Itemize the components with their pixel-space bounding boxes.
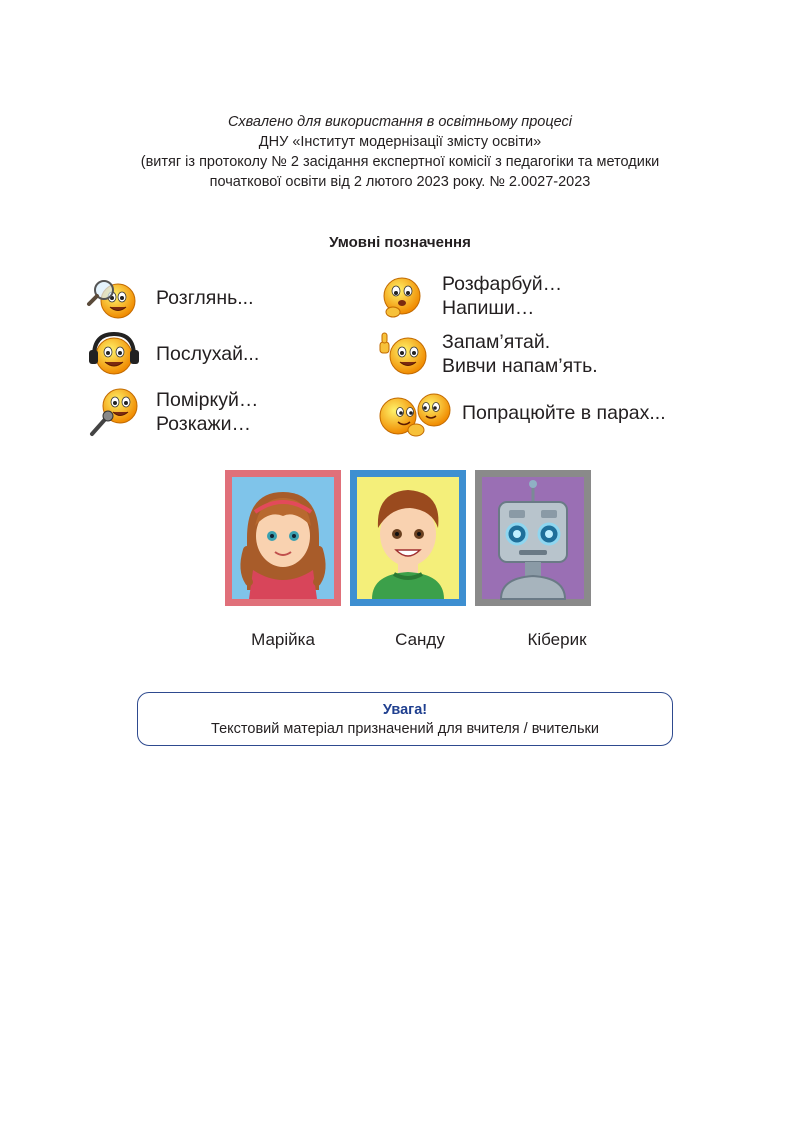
legend-label: Розфарбуй… bbox=[442, 273, 563, 295]
legend-label: Розглянь... bbox=[156, 287, 254, 309]
legend-item-think bbox=[86, 386, 258, 438]
smiley-magnifier-icon bbox=[86, 274, 142, 322]
legend-label: Запам’ятай. bbox=[442, 331, 551, 353]
character-name: Марійка bbox=[251, 630, 315, 649]
legend-label: Вивчи напам’ять. bbox=[442, 355, 598, 377]
legend-item-color bbox=[376, 272, 562, 320]
legend-label: Напиши… bbox=[442, 297, 535, 319]
smiley-thumbs-up-icon bbox=[376, 330, 430, 378]
legend-title: Умовні позначення bbox=[329, 234, 471, 251]
portrait-sandu bbox=[350, 470, 466, 606]
legend-label: Поміркуй… bbox=[156, 389, 259, 411]
notice-title: Увага! bbox=[382, 702, 428, 718]
character-name: Кіберик bbox=[527, 630, 587, 649]
portrait-mariyka bbox=[225, 470, 341, 606]
legend-item-look bbox=[86, 274, 254, 322]
legend-item-memorize bbox=[376, 330, 598, 378]
legend-item-listen bbox=[86, 330, 259, 378]
approval-note bbox=[0, 112, 800, 192]
approval-line: ДНУ «Інститут модернізації змісту освіти» bbox=[258, 134, 542, 150]
smiley-pair-icon bbox=[376, 388, 456, 438]
legend-item-pairs bbox=[376, 388, 666, 438]
smiley-pencil-icon bbox=[376, 272, 430, 320]
smiley-headphones-icon bbox=[86, 330, 142, 378]
legend-label: Розкажи… bbox=[156, 413, 251, 435]
notice-box bbox=[137, 692, 673, 746]
approval-line: початкової освіти від 2 лютого 2023 року. № 2.0027-2023 bbox=[209, 174, 591, 190]
smiley-microphone-icon bbox=[86, 386, 142, 438]
notice-text: Текстовий матеріал призначений для вчителя / вчительки bbox=[211, 721, 599, 737]
approval-line: (витяг із протоколу № 2 засідання експертної комісії з педагогіки та методики bbox=[140, 154, 660, 170]
approval-line: Схвалено для використання в освітньому процесі bbox=[227, 114, 573, 130]
legend-label: Послухай... bbox=[156, 343, 260, 365]
legend-label: Попрацюйте в парах... bbox=[462, 402, 666, 424]
portrait-kiberyk bbox=[475, 470, 591, 606]
character-name: Санду bbox=[395, 630, 445, 649]
